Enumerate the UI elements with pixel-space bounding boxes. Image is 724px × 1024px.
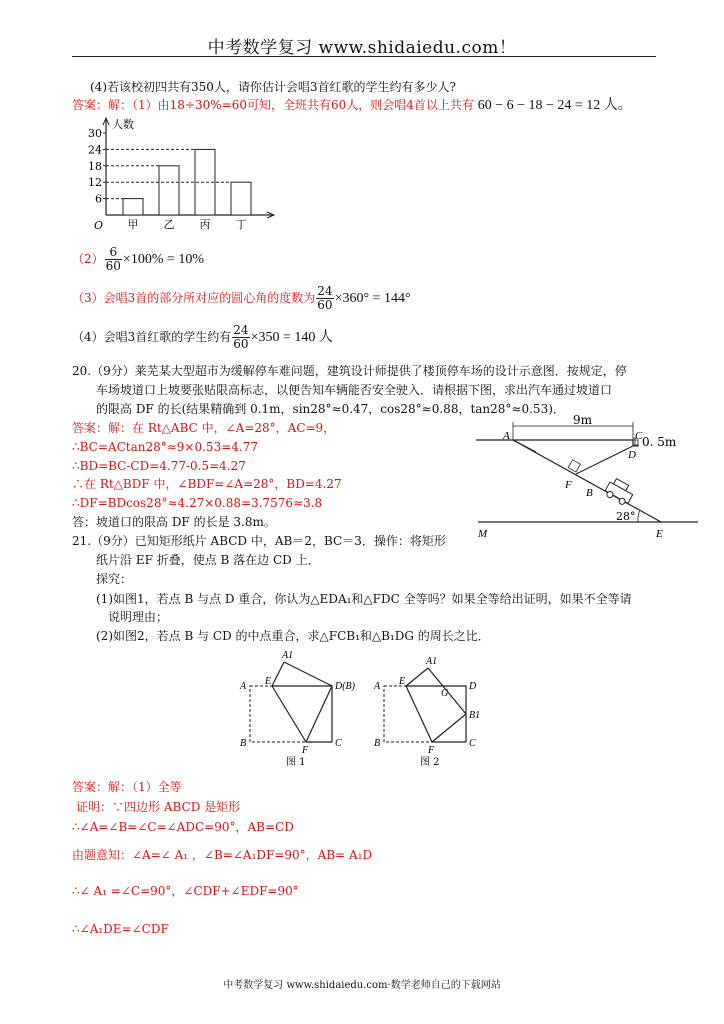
pt-F: F — [565, 479, 572, 491]
q20-conclusion: 答：坡道口的限高 DF 的长是 3.8m。 — [72, 515, 276, 529]
q21-ans-line3: ∴∠A=∠B=∠C=∠ADC=90°，AB=CD — [72, 820, 294, 834]
ramp-line — [513, 440, 661, 522]
fig2-pt-G: G — [441, 688, 449, 699]
q21-ans-line6: ∴∠A₁DE=∠CDF — [72, 922, 169, 936]
x-tick-label: 乙 — [163, 218, 175, 231]
label-28deg: 28° — [616, 510, 636, 523]
q21-ans-line5: ∴∠ A₁ =∠C=90°，∠CDF+∠EDF=90° — [72, 884, 299, 898]
q21-sub2: (2)如图2，若点 B 与 CD 的中点重合，求△FCB₁和△B₁DG 的周长之比． — [96, 629, 490, 643]
ans2-prefix: （2） — [72, 252, 104, 266]
pt-D: D — [628, 449, 636, 461]
ans3-num: 24 — [317, 284, 333, 298]
figure-1 — [236, 646, 358, 770]
ans4-den: 60 — [233, 337, 249, 351]
ans3-prefix: （3）会唱3首的部分所对应的圆心角的度数为 — [72, 291, 316, 305]
ramp-edge — [513, 440, 536, 452]
answer-text: 解：（1）由18÷30%=60可知，全班共有60人，则会唱4首以上共有 — [108, 98, 474, 112]
fig1-pt-DB: D(B) — [335, 681, 355, 692]
ans4-fraction — [232, 324, 249, 351]
fig2-pt-B1: B1 — [469, 710, 481, 721]
y-axis-label: 人数 — [112, 118, 134, 131]
pt-M: M — [478, 528, 488, 540]
label-05m: 0. 5m — [642, 435, 677, 449]
pt-A: A — [503, 430, 510, 442]
page-header: 中考数学复习 www.shidaiedu.com！ — [207, 38, 517, 58]
fig1-a1d — [284, 662, 332, 686]
fig1-pt-A: A — [240, 681, 247, 692]
q21-sub1b: 说明理由； — [108, 610, 169, 624]
ans2-den: 60 — [105, 259, 121, 273]
bar — [123, 199, 143, 215]
q20-ans-4: ∴DF=BDcos28°≈4.27×0.88=3.7576≈3.8 — [72, 496, 323, 510]
q20-line3: 的限高 DF 的长(结果精确到 0.1m，sin28°≈0.47，cos28°≈0.88，tan28°≈0.53)． — [96, 402, 565, 416]
q20-ans-2: ∴BD=BC-CD=4.77-0.5=4.27 — [72, 459, 246, 473]
answer-label: 答案： — [72, 98, 109, 112]
q21-ans-line1: 答案：解：（1）全等 — [72, 780, 182, 794]
fig1-pt-E: E — [265, 676, 272, 687]
ans3-den: 60 — [317, 298, 333, 312]
bar — [231, 182, 251, 215]
q19-answer2 — [72, 246, 204, 273]
fig2-pt-C: C — [469, 738, 476, 749]
fig1-pt-B: B — [240, 738, 247, 749]
car-icon — [603, 477, 635, 507]
ans4-num: 24 — [233, 323, 249, 337]
fig1-fd — [306, 686, 332, 742]
q19-part4: (4)若该校初四共有350人，请你估计会唱3首红歌的学生约有多少人? — [90, 80, 456, 94]
fig2-fb1 — [432, 714, 466, 742]
fig1-ea1 — [272, 662, 284, 686]
right-angle-f — [568, 460, 580, 472]
label-9m: 9m — [573, 413, 593, 427]
q20-ans-1: ∴BC=ACtan28°≈9×0.53=4.77 — [72, 440, 258, 454]
y-tick-label: 12 — [88, 176, 102, 190]
fig2-caption: 图 2 — [420, 757, 440, 768]
x-tick-label: 丁 — [235, 218, 247, 231]
fig2-pt-A: A — [374, 681, 381, 692]
ramp-figure — [470, 412, 710, 544]
q21-line2: 纸片沿 EF 折叠，使点 B 落在边 CD 上． — [96, 553, 320, 567]
fig2-pt-D: D — [469, 681, 477, 692]
fig1-pt-A1: A1 — [282, 650, 294, 661]
ans4-prefix: （4）会唱3首红歌的学生约有 — [72, 330, 232, 344]
fig2-rect-dashed — [384, 686, 466, 742]
pt-B: B — [586, 487, 593, 499]
q21-explore: 探究： — [96, 572, 133, 586]
fig1-pt-C: C — [335, 738, 342, 749]
q19-answer3 — [72, 285, 411, 312]
origin-label: O — [94, 219, 104, 232]
y-tick-label: 24 — [88, 143, 102, 157]
q20-line1: 20.（9分）莱芜某大型超市为缓解停车难问题，建筑设计师提供了楼顶停车场的设计示意图．按规定，停 — [72, 364, 627, 378]
fig2-pt-F: F — [428, 745, 435, 756]
fig1-caption: 图 1 — [286, 757, 306, 768]
q21-line1: 21.（9分）已知矩形纸片 ABCD 中，AB＝2，BC＝3．操作：将矩形 — [72, 534, 446, 548]
fig2-ef — [406, 686, 432, 742]
figure-2 — [370, 646, 494, 770]
q21-sub1a: (1)如图1，若点 B 与点 D 重合，你认为△EDA₁和△FDC 全等吗？如果全等给出证明，如果不全等请 — [96, 592, 632, 606]
page-footer: 中考数学复习 www.shidaiedu.com·数学老师自己的下载网站 — [223, 980, 501, 991]
fig1-pt-F: F — [302, 745, 309, 756]
q20-line2: 车场坡道口上坡要张贴限高标志，以便告知车辆能否安全驶入．请根据下图，求出汽车通过坡道口 — [96, 383, 613, 397]
ans2-num: 6 — [105, 246, 122, 260]
q19-answer-line1 — [72, 98, 632, 113]
q21-ans-line2: 证明：∵四边形 ABCD 是矩形 — [76, 800, 241, 814]
fig1-ef — [272, 686, 306, 742]
pt-C: C — [635, 430, 643, 442]
bar — [159, 166, 179, 215]
y-tick-label: 18 — [88, 159, 102, 173]
q19-answer4 — [72, 324, 333, 351]
answer-math: 60 − 6 − 18 − 24 = 12 人。 — [477, 98, 632, 113]
q21-ans-line4: 由题意知：∠A=∠ A₁ ，∠B=∠A₁DF=90°，AB= A₁D — [72, 848, 373, 862]
ans4-suffix: ×350 = 140 人 — [250, 330, 333, 345]
q20-ans-0: 答案：解：在 Rt△ABC 中，∠A=28°，AC=9， — [72, 421, 336, 435]
pt-E: E — [656, 528, 663, 540]
fig2-pt-E: E — [399, 676, 406, 687]
fig2-ea1 — [406, 668, 428, 686]
x-tick-label: 丙 — [199, 218, 211, 231]
y-tick-label: 30 — [88, 127, 102, 140]
y-tick-label: 6 — [95, 192, 102, 206]
fig2-pt-B: B — [374, 738, 381, 749]
bar-chart — [68, 112, 278, 237]
q20-ans-3: ∴在 Rt△BDF 中，∠BDF=∠A=28°，BD=4.27 — [72, 477, 342, 491]
ans2-suffix: ×100% = 10% — [122, 252, 205, 267]
x-tick-label: 甲 — [127, 218, 139, 231]
ans3-fraction — [316, 285, 333, 312]
fig2-pt-A1: A1 — [426, 656, 438, 667]
header-rule — [72, 56, 656, 57]
ans2-fraction — [105, 246, 122, 273]
fig1-rect-dashed — [250, 686, 332, 742]
df-segment — [576, 446, 633, 474]
angle-arc — [638, 510, 640, 522]
ans3-suffix: ×360° = 144° — [334, 291, 411, 306]
